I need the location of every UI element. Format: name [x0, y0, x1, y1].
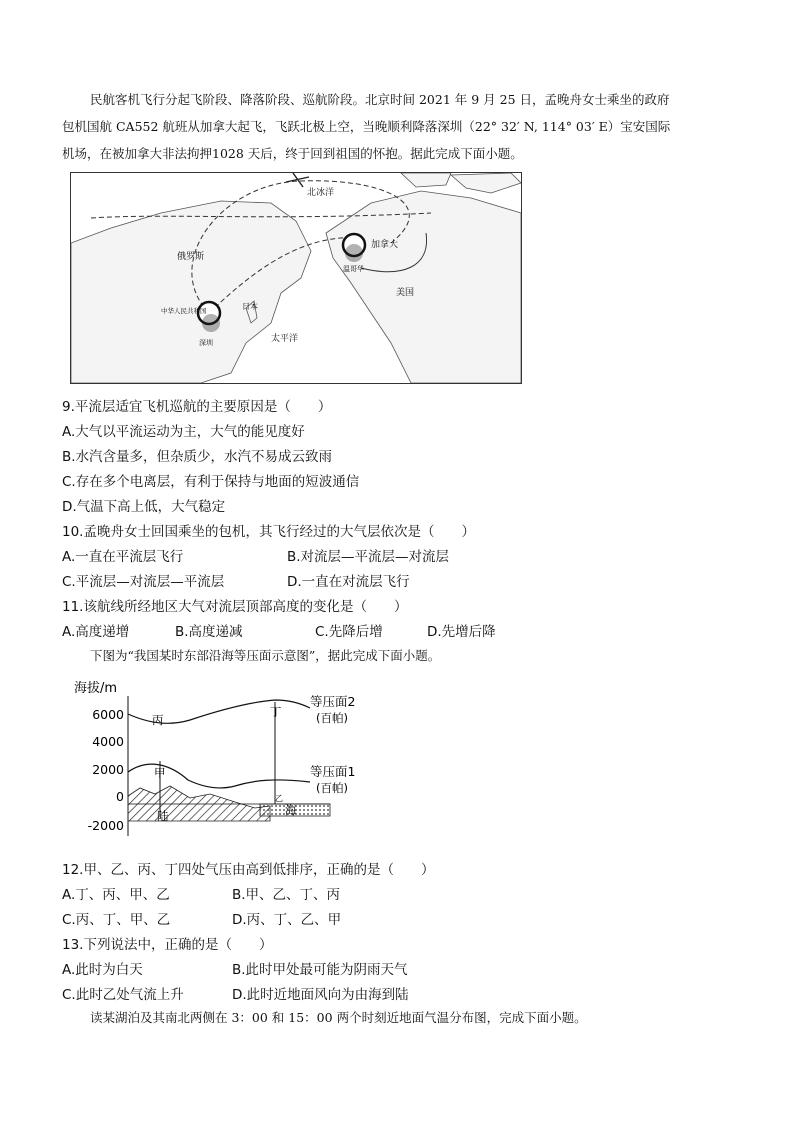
q13-option-b[interactable]: B.此时甲处最可能为阴雨天气 — [232, 962, 408, 978]
q13-option-c[interactable]: C.此时乙处气流上升 — [62, 987, 184, 1003]
q9-stem: 9.平流层适宜飞机巡航的主要原因是（ ） — [62, 399, 332, 415]
point-jia: 甲 — [154, 766, 166, 780]
q12-option-a[interactable]: A.丁、丙、甲、乙 — [62, 887, 170, 903]
surface1-label: 等压面1 — [310, 764, 356, 779]
q13-option-a[interactable]: A.此时为白天 — [62, 962, 143, 978]
q10-option-a[interactable]: A.一直在平流层飞行 — [62, 549, 184, 565]
q10-option-d[interactable]: D.一直在对流层飞行 — [287, 574, 410, 590]
tick-6000: 6000 — [92, 707, 124, 722]
tick-4000: 4000 — [92, 734, 124, 749]
label-shenzhen: 深圳 — [199, 339, 213, 347]
isobaric-figure — [70, 676, 370, 846]
intro-lake-caption: 读某湖泊及其南北两侧在 3：00 和 15：00 两个时刻近地面气温分布图，完成下面小题。 — [90, 1010, 587, 1025]
intro-line-2: 包机国航 CA552 航班从加拿大起飞，飞跃北极上空，当晚顺利降落深圳（22° 32′ N, 114° 03′ E）宝安国际 — [62, 119, 671, 134]
label-canada: 加拿大 — [371, 240, 399, 250]
intro-line-3: 机场，在被加拿大非法拘押1028 天后，终于回到祖国的怀抱。据此完成下面小题。 — [62, 146, 523, 161]
label-japan: 日本 — [242, 302, 258, 311]
intro-figure-caption: 下图为“我国某时东部沿海等压面示意图”，据此完成下面小题。 — [90, 648, 441, 663]
q13-option-d[interactable]: D.此时近地面风向为由海到陆 — [232, 987, 409, 1003]
label-china: 中华人民共和国 — [161, 307, 207, 315]
tick-2000: 2000 — [92, 762, 124, 777]
q12-option-d[interactable]: D.丙、丁、乙、甲 — [232, 912, 342, 928]
q9-option-b[interactable]: B.水汽含量多，但杂质少，水汽不易成云致雨 — [62, 449, 333, 465]
point-ding: 丁 — [270, 705, 282, 719]
q11-option-c[interactable]: C.先降后增 — [315, 624, 383, 640]
q11-option-a[interactable]: A.高度递增 — [62, 624, 130, 640]
label-pacific: 太平洋 — [271, 334, 299, 344]
q12-stem: 12.甲、乙、丙、丁四处气压由高到低排序，正确的是（ ） — [62, 862, 435, 878]
q9-option-c[interactable]: C.存在多个电离层，有利于保持与地面的短波通信 — [62, 474, 360, 490]
tick-0: 0 — [116, 789, 124, 804]
point-yi: 乙 — [275, 794, 283, 803]
land-label: 陆 — [157, 809, 169, 823]
q13-stem: 13.下列说法中，正确的是（ ） — [62, 937, 273, 953]
sea-label: 海 — [285, 803, 297, 817]
tick-neg2000: -2000 — [87, 818, 124, 833]
flight-route-map — [70, 172, 522, 384]
y-axis-title: 海拔/m — [74, 681, 118, 696]
land-terrain — [128, 786, 270, 821]
q11-option-b[interactable]: B.高度递减 — [175, 624, 243, 640]
q12-option-b[interactable]: B.甲、乙、丁、丙 — [232, 887, 341, 903]
q9-option-a[interactable]: A.大气以平流运动为主，大气的能见度好 — [62, 424, 305, 440]
q12-option-c[interactable]: C.丙、丁、甲、乙 — [62, 912, 171, 928]
q9-option-d[interactable]: D.气温下高上低，大气稳定 — [62, 499, 226, 515]
surface2-label: 等压面2 — [310, 694, 356, 709]
intro-line-1: 民航客机飞行分起飞阶段、降落阶段、巡航阶段。北京时间 2021 年 9 月 25 日，孟晚舟女士乘坐的政府 — [90, 92, 670, 107]
label-vancouver: 温哥华 — [343, 265, 364, 273]
q10-option-c[interactable]: C.平流层—对流层—平流层 — [62, 574, 225, 590]
surface1-unit: (百帕) — [316, 781, 348, 795]
q11-option-d[interactable]: D.先增后降 — [427, 624, 496, 640]
q11-stem: 11.该航线所经地区大气对流层顶部高度的变化是（ ） — [62, 599, 408, 615]
point-bing: 丙 — [152, 713, 164, 727]
continents — [71, 173, 521, 383]
q10-option-b[interactable]: B.对流层—平流层—对流层 — [287, 549, 450, 565]
surface2-unit: (百帕) — [316, 711, 348, 725]
plane-icon — [286, 173, 309, 187]
q10-stem: 10.孟晚舟女士回国乘坐的包机，其飞行经过的大气层依次是（ ） — [62, 524, 475, 540]
label-usa: 美国 — [396, 288, 415, 298]
label-russia: 俄罗斯 — [177, 252, 205, 262]
label-arctic: 北冰洋 — [307, 188, 335, 198]
